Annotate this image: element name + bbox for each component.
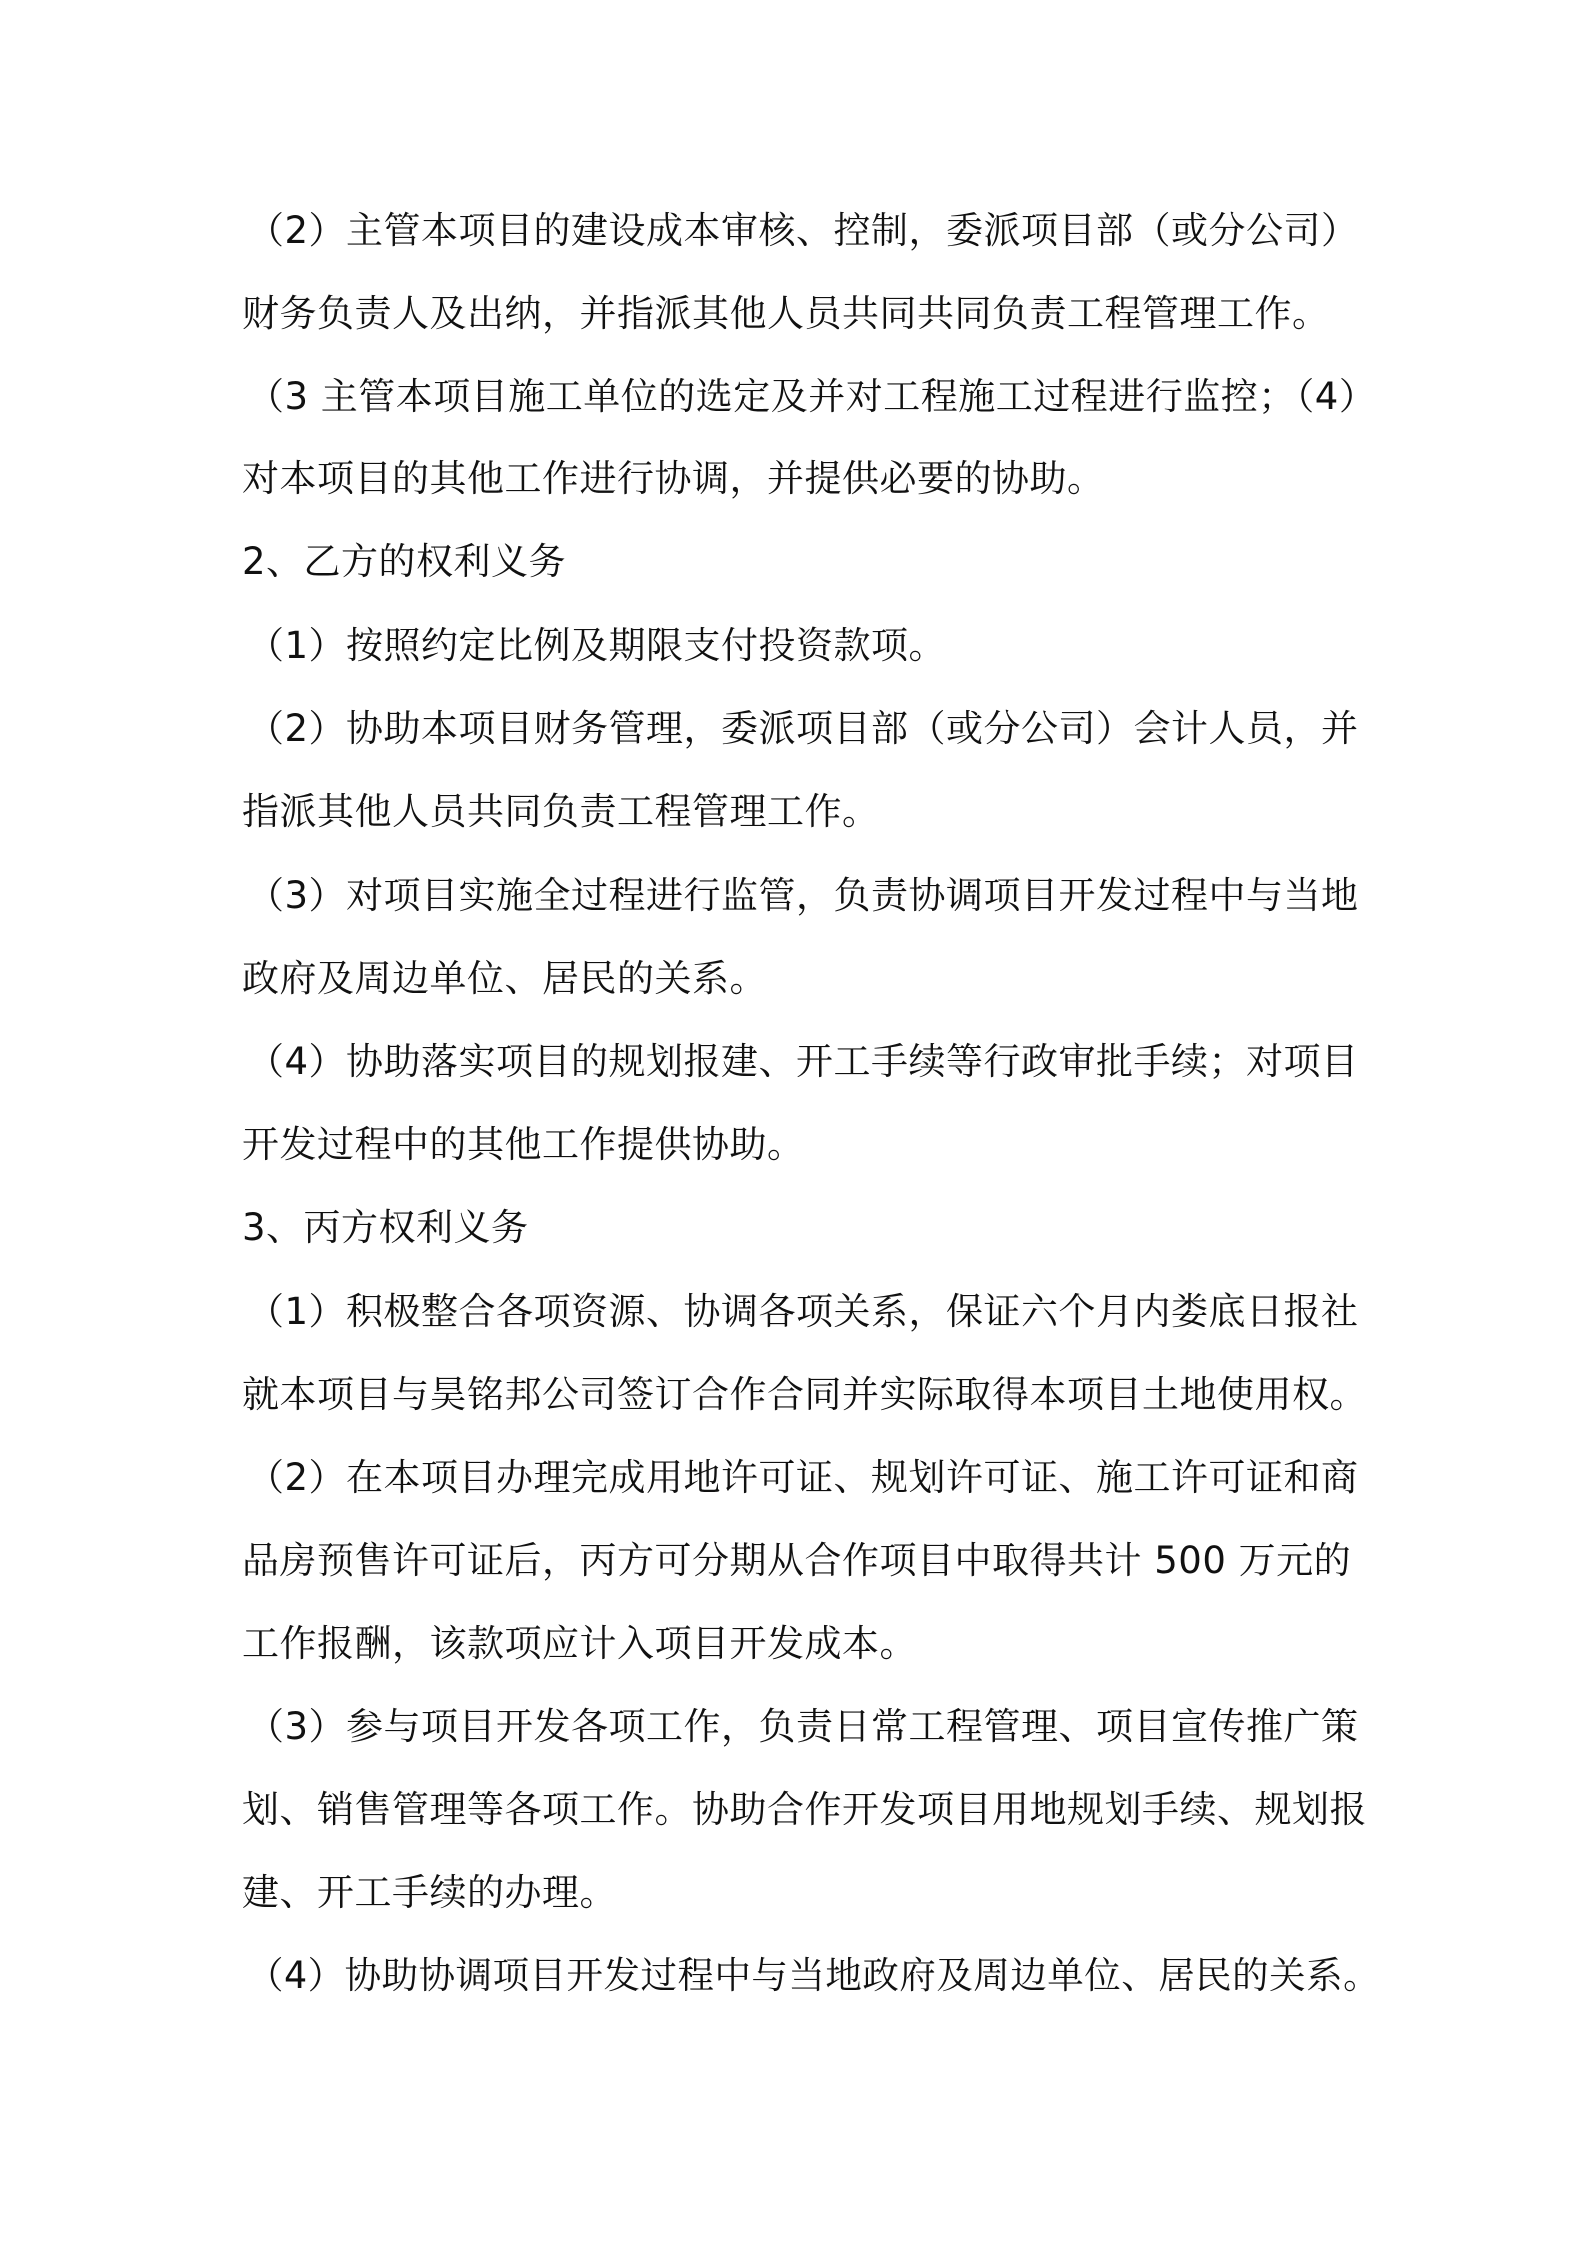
text-line: 划、销售管理等各项工作。协助合作开发项目用地规划手续、规划报 [242,1788,1367,1831]
text-line: 品房预售许可证后，丙方可分期从合作项目中取得共计 500 万元的 [242,1539,1352,1582]
text-line: （2）主管本项目的建设成本审核、控制，委派项目部（或分公司） [247,209,1359,252]
text-line: 工作报酬，该款项应计入项目开发成本。 [242,1622,917,1665]
text-line: （4）协助协调项目开发过程中与当地政府及周边单位、居民的关系。 [247,1954,1381,1997]
section-heading: 2、乙方的权利义务 [242,540,567,583]
text-line: （2）在本项目办理完成用地许可证、规划许可证、施工许可证和商 [247,1456,1359,1499]
text-line: 建、开工手续的办理。 [242,1871,617,1914]
text-line: 财务负责人及出纳，并指派其他人员共同共同负责工程管理工作。 [242,292,1330,335]
text-line: 就本项目与昊铭邦公司签订合作合同并实际取得本项目土地使用权。 [242,1373,1367,1416]
text-line: （1）按照约定比例及期限支付投资款项。 [247,624,947,667]
text-line: （3）参与项目开发各项工作，负责日常工程管理、项目宣传推广策 [247,1705,1359,1748]
text-line: 政府及周边单位、居民的关系。 [242,957,767,1000]
text-line: 开发过程中的其他工作提供协助。 [242,1123,805,1166]
text-line: （4）协助落实项目的规划报建、开工手续等行政审批手续；对项目 [247,1040,1359,1083]
text-line: （1）积极整合各项资源、协调各项关系，保证六个月内娄底日报社 [247,1290,1359,1333]
text-line: （3）对项目实施全过程进行监管，负责协调项目开发过程中与当地 [247,874,1359,917]
text-line: （2）协助本项目财务管理，委派项目部（或分公司）会计人员，并 [247,707,1359,750]
text-line: 指派其他人员共同负责工程管理工作。 [242,790,880,833]
section-heading: 3、丙方权利义务 [242,1206,529,1249]
text-line: 对本项目的其他工作进行协调，并提供必要的协助。 [242,457,1105,500]
text-line: （3 主管本项目施工单位的选定及并对工程施工过程进行监控；（4） [247,375,1377,418]
